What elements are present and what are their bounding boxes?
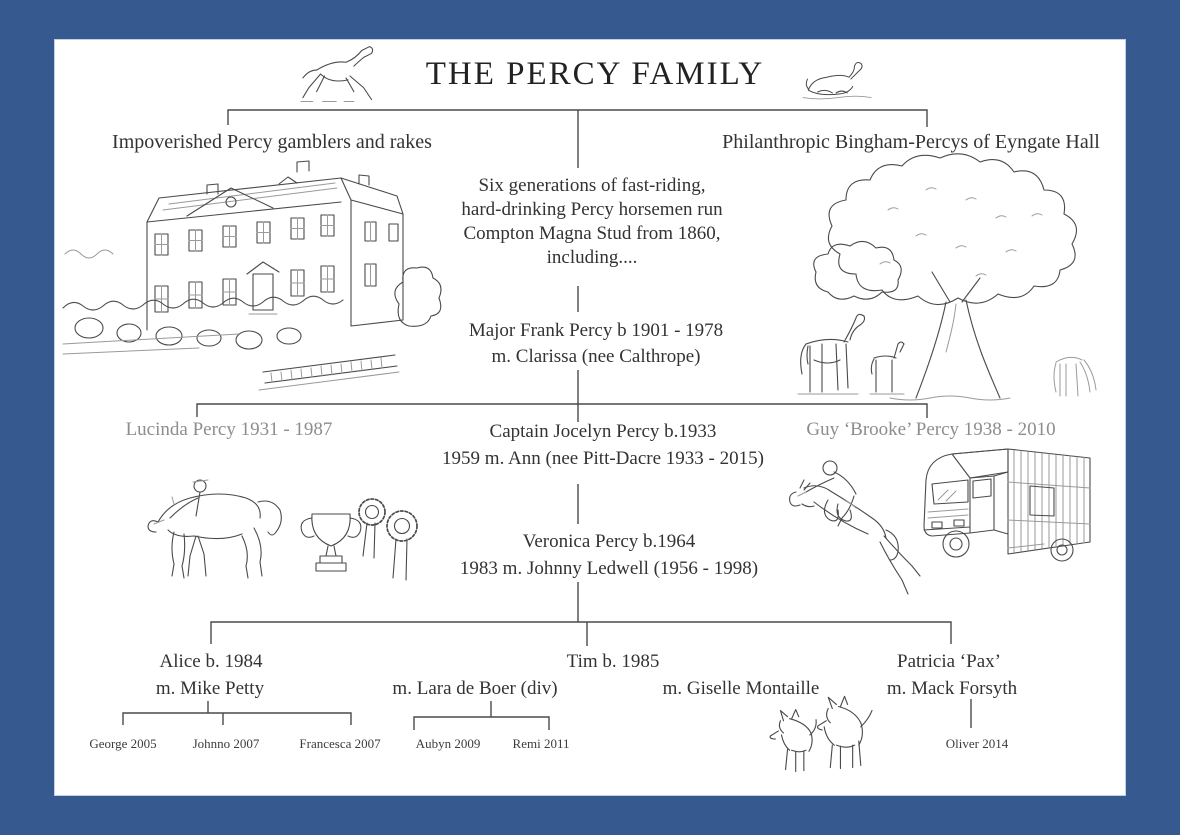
veronica-percy-node (460, 528, 758, 582)
intro-line-4: including.... (546, 247, 638, 268)
tim-marriage-2: m. Giselle Montaille (662, 678, 820, 699)
led-horse (148, 494, 281, 578)
horsebox-cab (924, 449, 1008, 536)
frank-percy-node (469, 318, 723, 370)
intro-line-1: Six generations of fast-riding, (478, 175, 706, 196)
horse-handler (170, 480, 208, 576)
page-title: THE PERCY FAMILY (425, 56, 765, 92)
oak-canopy (814, 154, 1077, 305)
jumping-horse-illustration (783, 448, 925, 616)
pax-name: Patricia ‘Pax’ (897, 651, 1001, 672)
manor-gardens (63, 250, 441, 354)
mare-and-foal (798, 314, 904, 394)
oak-tree-horses-illustration (769, 152, 1111, 404)
tim-name: Tim b. 1985 (566, 651, 660, 672)
right-branch-label: Philanthropic Bingham-Percys of Eyngate Hall (722, 131, 1100, 153)
frank-percy-marriage: m. Clarissa (nee Calthrope) (491, 346, 701, 367)
child-johnno: Johnno 2007 (192, 736, 260, 751)
jocelyn-percy-node (442, 418, 764, 472)
dogs-illustration (753, 692, 873, 780)
oak-trunk (890, 272, 1010, 400)
horsebox-body (994, 449, 1090, 554)
child-george: George 2005 (89, 736, 157, 751)
family-tree-card (54, 39, 1126, 796)
child-aubyn: Aubyn 2009 (415, 736, 481, 751)
galloping-foal-icon (299, 44, 397, 106)
trophy-cup (301, 514, 361, 571)
intro-line-3: Compton Magna Stud from 1860, (463, 223, 721, 244)
connector-gen4-bracket (211, 622, 951, 644)
manor-house-illustration (59, 158, 451, 402)
connector-tim-subtree (414, 701, 549, 730)
guy-percy-node: Guy ‘Brooke’ Percy 1938 - 2010 (806, 419, 1056, 440)
manor-roof (147, 161, 403, 222)
child-oliver: Oliver 2014 (945, 736, 1009, 751)
intro-paragraph (461, 174, 722, 270)
jocelyn-percy-marriage: 1959 m. Ann (nee Pitt-Dacre 1933 - 2015) (442, 448, 764, 469)
tim-marriage-1: m. Lara de Boer (div) (392, 678, 558, 699)
dog-back (770, 710, 816, 772)
connector-alice-subtree (123, 701, 351, 725)
show-horse-trophy-illustration (133, 460, 427, 602)
child-francesca: Francesca 2007 (299, 736, 381, 751)
manor-balustrade (259, 355, 399, 390)
lucinda-percy-node: Lucinda Percy 1931 - 1987 (125, 419, 333, 440)
resting-foal-icon (801, 56, 873, 104)
prize-rosettes (359, 499, 417, 580)
child-remi: Remi 2011 (512, 736, 570, 751)
pax-marriage: m. Mack Forsyth (886, 678, 1018, 699)
horse-rider (798, 461, 856, 526)
alice-name: Alice b. 1984 (159, 651, 263, 672)
jocelyn-percy-name: Captain Jocelyn Percy b.1933 (489, 421, 717, 442)
jumping-horse (790, 480, 920, 594)
dog-front (818, 696, 872, 768)
grazing-horse (1054, 357, 1096, 396)
veronica-percy-name: Veronica Percy b.1964 (522, 531, 696, 552)
frank-percy-name: Major Frank Percy b 1901 - 1978 (468, 320, 724, 341)
connector-gen2-bracket (197, 404, 927, 418)
veronica-percy-marriage: 1983 m. Johnny Ledwell (1956 - 1998) (459, 558, 759, 579)
alice-marriage: m. Mike Petty (155, 678, 265, 699)
horsebox-illustration (911, 438, 1109, 588)
intro-line-2: hard-drinking Percy horsemen run (461, 199, 723, 220)
left-branch-label: Impoverished Percy gamblers and rakes (112, 131, 432, 153)
